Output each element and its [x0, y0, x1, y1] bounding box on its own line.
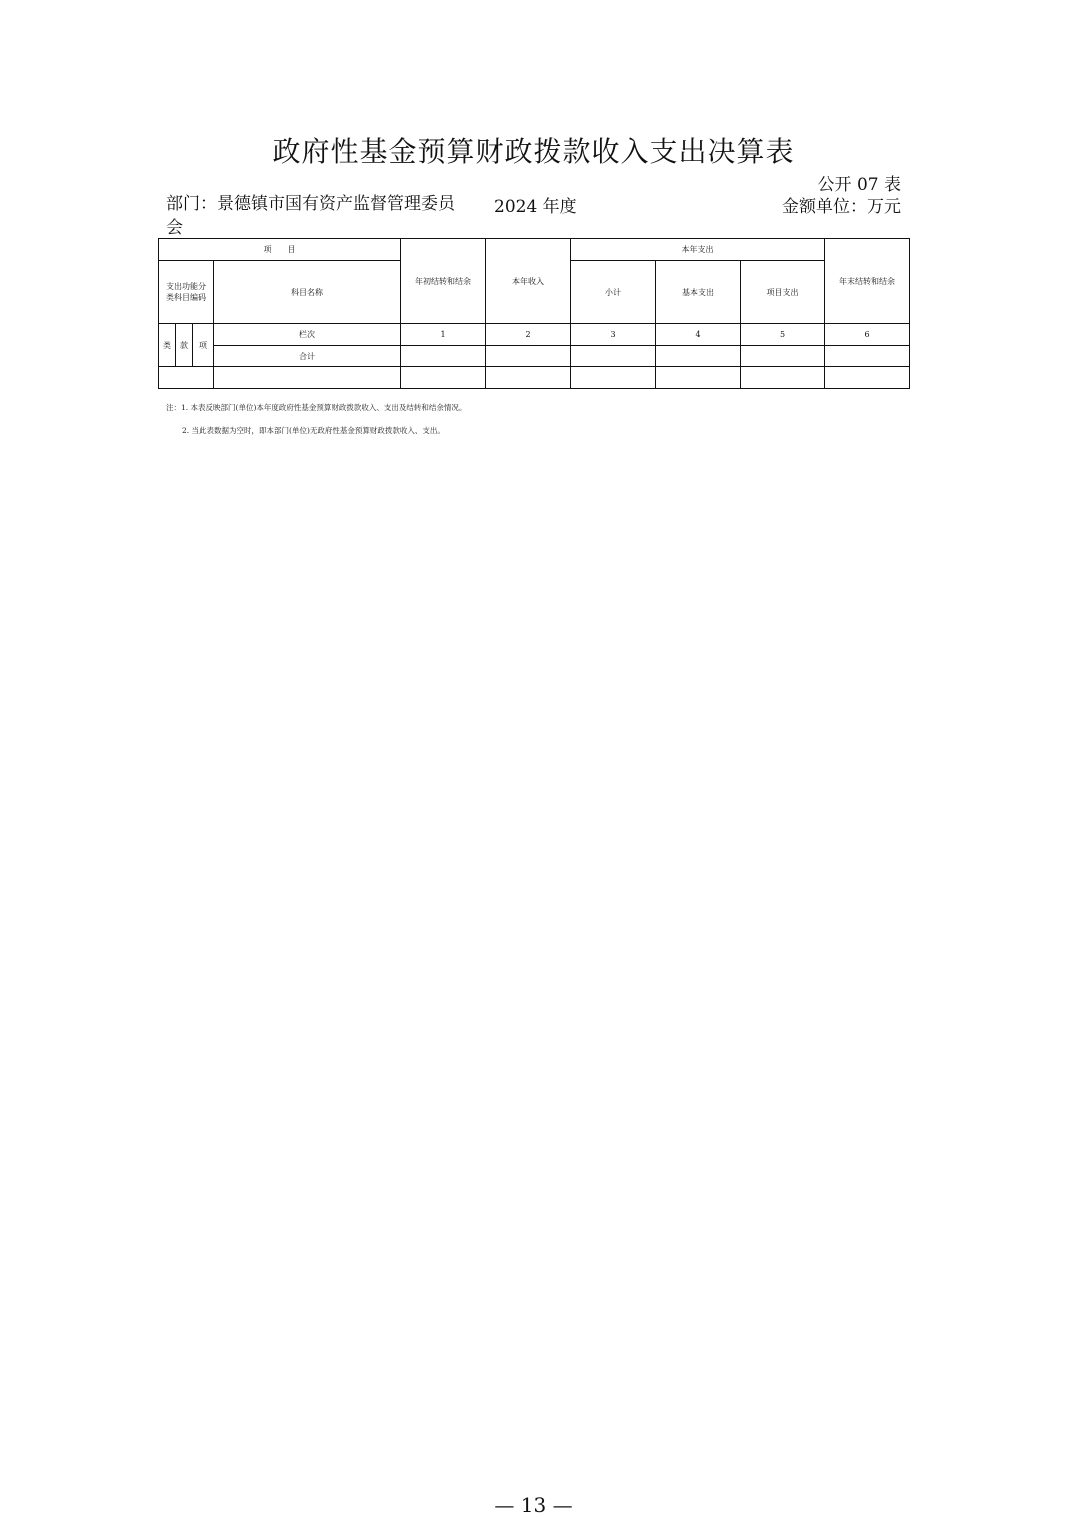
table-cell [741, 346, 825, 367]
column-number-2: 2 [486, 324, 571, 346]
table-cell [656, 346, 741, 367]
table-cell [741, 367, 825, 389]
income-header: 本年收入 [486, 239, 571, 324]
expenditure-header: 本年支出 [571, 239, 825, 261]
item-header: 项 目 [159, 239, 401, 261]
table-cell [401, 346, 486, 367]
form-number: 公开 07 表 [817, 175, 901, 195]
category-code-header [159, 261, 214, 324]
table-cell [656, 367, 741, 389]
department-label: 部门：景德镇市国有资产监督管理委员会 [166, 194, 455, 238]
table-cell [825, 367, 910, 389]
table-cell [486, 346, 571, 367]
page-number: — 13 — [494, 1493, 573, 1517]
amount-unit: 金额单位：万元 [782, 197, 901, 217]
table-cell [486, 367, 571, 389]
table-cell [214, 367, 401, 389]
xiang-header: 项 [193, 324, 214, 367]
fund-budget-table [158, 238, 910, 389]
column-number-3: 3 [571, 324, 656, 346]
page-title: 政府性基金预算财政拨款收入支出决算表 [272, 135, 795, 168]
table-cell [401, 367, 486, 389]
column-number-5: 5 [741, 324, 825, 346]
project-expenditure-header: 项目支出 [741, 261, 825, 324]
table-cell [825, 346, 910, 367]
total-label: 合计 [214, 346, 401, 367]
total-row [159, 346, 910, 367]
note-2: 2. 当此表数据为空时，即本部门(单位)无政府性基金预算财政拨款收入、支出。 [182, 426, 445, 435]
column-number-4: 4 [656, 324, 741, 346]
fiscal-year: 2024 年度 [494, 197, 577, 217]
table-row [159, 367, 910, 389]
lei-header: 类 [159, 324, 176, 367]
closing-balance-header: 年末结转和结余 [825, 239, 910, 324]
subtotal-header: 小计 [571, 261, 656, 324]
table-cell [571, 367, 656, 389]
column-number-label: 栏次 [214, 324, 401, 346]
note-1: 注：1. 本表反映部门(单位)本年度政府性基金预算财政拨款收入、支出及结转和结余情况。 [166, 403, 467, 412]
basic-expenditure-header: 基本支出 [656, 261, 741, 324]
table-cell [159, 367, 214, 389]
subject-name-header: 科目名称 [214, 261, 401, 324]
column-number-6: 6 [825, 324, 910, 346]
opening-balance-header: 年初结转和结余 [401, 239, 486, 324]
column-number-row [159, 324, 910, 346]
column-number-1: 1 [401, 324, 486, 346]
kuan-header: 款 [176, 324, 193, 367]
table-cell [571, 346, 656, 367]
category-code-text: 支出功能分类科目编码 [166, 282, 206, 302]
header-row-1 [159, 239, 910, 261]
